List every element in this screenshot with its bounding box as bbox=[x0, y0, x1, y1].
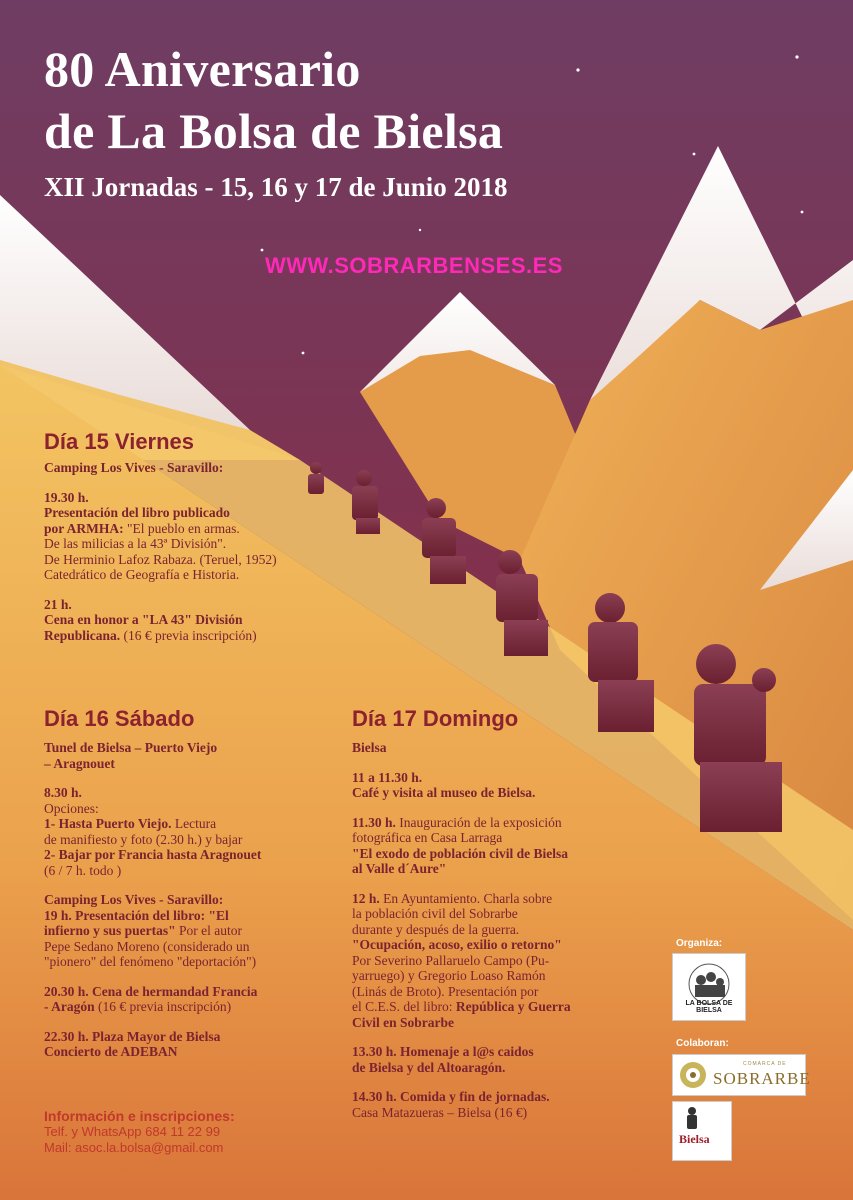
day17-e1-title: Café y visita al museo de Bielsa. bbox=[352, 785, 536, 800]
day16-e2-author-b: Pepe Sedano Moreno (considerado un bbox=[44, 938, 250, 954]
colaboran-label: Colaboran: bbox=[676, 1038, 729, 1049]
day17-e2-time: 11.30 h. bbox=[352, 814, 396, 830]
day17-e3-text-a: En Ayuntamiento. Charla sobre bbox=[379, 890, 553, 906]
title-line-1: 80 Aniversario bbox=[44, 41, 361, 97]
day17-location: Bielsa bbox=[352, 740, 387, 755]
day17-heading: Día 17 Domingo bbox=[352, 706, 519, 731]
day15-e1-time: 19.30 h. bbox=[44, 489, 89, 505]
day17-e3-text-f: (Linás de Broto). Presentación por bbox=[352, 983, 539, 999]
day16-location-b: – Aragnouet bbox=[44, 755, 115, 771]
day16-e4-title-a: 22.30 h. Plaza Mayor de Bielsa bbox=[44, 1028, 221, 1044]
website-link[interactable]: WWW.SOBRARBENSES.ES bbox=[265, 253, 563, 278]
day17-e3-text-e: yarruego) y Gregorio Loaso Ramón bbox=[352, 968, 546, 983]
day17-e4-title-a: 13.30 h. Homenaje a l@s caidos bbox=[352, 1044, 534, 1059]
comarca-small-text: COMARCA DE bbox=[743, 1061, 787, 1067]
day17-e5-text: Casa Matazueras – Bielsa (16 €) bbox=[352, 1104, 528, 1120]
day17-e3-title: "Ocupación, acoso, exilio o retorno" bbox=[352, 937, 562, 952]
day17-e3-text-g: el C.E.S. del libro: bbox=[352, 999, 456, 1014]
day16-e2-author-c: "pionero" del fenómeno "deportación") bbox=[44, 954, 257, 969]
day17-e5-title: 14.30 h. Comida y fin de jornadas. bbox=[352, 1089, 550, 1104]
day15-e2-title-b: Republicana. bbox=[44, 627, 121, 643]
title-line-2: de La Bolsa de Bielsa bbox=[44, 103, 504, 159]
info-heading: Información e inscripciones: bbox=[44, 1108, 235, 1124]
bielsa-figure-icon bbox=[681, 1106, 703, 1130]
day16-e3-price: (16 € previa inscripción) bbox=[94, 999, 232, 1014]
day15-content bbox=[44, 460, 344, 657]
day15-e2-price: (16 € previa inscripción) bbox=[120, 627, 257, 643]
sobrarbe-logo bbox=[672, 1054, 811, 1096]
day16-heading: Día 16 Sábado bbox=[44, 706, 195, 731]
day17-e1-time: 11 a 11.30 h. bbox=[352, 769, 423, 785]
day17-e2-title-b: al Valle d´Aure" bbox=[352, 861, 447, 876]
day15-e2-title-a: Cena en honor a "LA 43" División bbox=[44, 612, 243, 627]
day16-e1-time: 8.30 h. bbox=[44, 785, 82, 800]
day16-e2-title-a: 19 h. Presentación del libro: "El bbox=[44, 907, 229, 923]
day17-e4-title-b: de Bielsa y del Altoaragón. bbox=[352, 1059, 506, 1075]
day16-content bbox=[44, 740, 334, 1074]
day17-e3-text-d: Por Severino Pallaruelo Campo (Pu- bbox=[352, 952, 550, 968]
day17-e2-text-b: fotográfica en Casa Larraga bbox=[352, 830, 503, 845]
day15-heading: Día 15 Viernes bbox=[44, 429, 195, 454]
day17-e2-text-a: Inauguración de la exposición bbox=[395, 814, 562, 830]
day16-e3-title-b: - Aragón bbox=[44, 999, 95, 1014]
day15-e1-title-b: por ARMHA: bbox=[44, 520, 124, 536]
day16-e2-author-a: Por el autor bbox=[175, 923, 243, 938]
la-bolsa-logo-text: LA BOLSA DE BIELSA bbox=[685, 1000, 733, 1014]
bielsa-logo bbox=[672, 1101, 732, 1161]
subtitle: XII Jornadas - 15, 16 y 17 de Junio 2018 bbox=[44, 172, 508, 202]
sobrarbe-emblem-icon bbox=[678, 1060, 708, 1090]
day16-e1-opt2-c: (6 / 7 h. todo ) bbox=[44, 862, 122, 878]
day16-e4-title-b: Concierto de ADEBAN bbox=[44, 1044, 178, 1059]
day17-e3-text-c: durante y después de la guerra. bbox=[352, 921, 520, 937]
info-block bbox=[44, 1108, 324, 1156]
day17-e3-time: 12 h. bbox=[352, 890, 380, 906]
day16-e2-location: Camping Los Vives - Saravillo: bbox=[44, 892, 224, 907]
day17-content bbox=[352, 740, 632, 1134]
day17-e3-book-b: Civil en Sobrarbe bbox=[352, 1014, 455, 1030]
day15-e1-title-a: Presentación del libro publicado bbox=[44, 505, 230, 520]
info-mail[interactable]: Mail: asoc.la.bolsa@gmail.com bbox=[44, 1140, 224, 1155]
day15-e1-role: Catedrático de Geografía e Historia. bbox=[44, 567, 240, 582]
day16-e1-opt1: 1- Hasta Puerto Viejo. bbox=[44, 816, 172, 831]
day16-e1-opt2: 2- Bajar por Francia hasta Aragnouet bbox=[44, 847, 262, 862]
organiza-label: Organiza: bbox=[676, 938, 723, 949]
day15-e1-quote-b: De las milicias a la 43ª División". bbox=[44, 536, 227, 551]
la-bolsa-logo bbox=[672, 953, 746, 1021]
day15-e1-author: De Herminio Lafoz Rabaza. (Teruel, 1952) bbox=[44, 551, 277, 567]
day16-e1-options: Opciones: bbox=[44, 800, 99, 816]
day16-e3-title-a: 20.30 h. Cena de hermandad Francia bbox=[44, 983, 258, 999]
bielsa-logo-text: Bielsa bbox=[679, 1132, 710, 1146]
day15-location: Camping Los Vives - Saravillo: bbox=[44, 460, 224, 475]
comarca-name: SOBRARBE bbox=[713, 1069, 811, 1088]
day17-e3-text-b: la población civil del Sobrarbe bbox=[352, 906, 518, 921]
day17-e2-title-a: "El exodo de población civil de Bielsa bbox=[352, 845, 569, 861]
day17-e3-book-a: República y Guerra bbox=[455, 999, 571, 1014]
day15-e2-time: 21 h. bbox=[44, 596, 72, 612]
day16-location-a: Tunel de Bielsa – Puerto Viejo bbox=[44, 740, 218, 755]
day15-e1-quote-a: "El pueblo en armas. bbox=[123, 520, 240, 536]
day16-e2-title-b: infierno y sus puertas" bbox=[44, 923, 176, 938]
info-phone: Telf. y WhatsApp 684 11 22 99 bbox=[44, 1124, 221, 1139]
day16-e1-opt1-a: Lectura bbox=[171, 816, 217, 831]
day16-e1-opt1-c: de manifiesto y foto (2.30 h.) y bajar bbox=[44, 831, 243, 847]
